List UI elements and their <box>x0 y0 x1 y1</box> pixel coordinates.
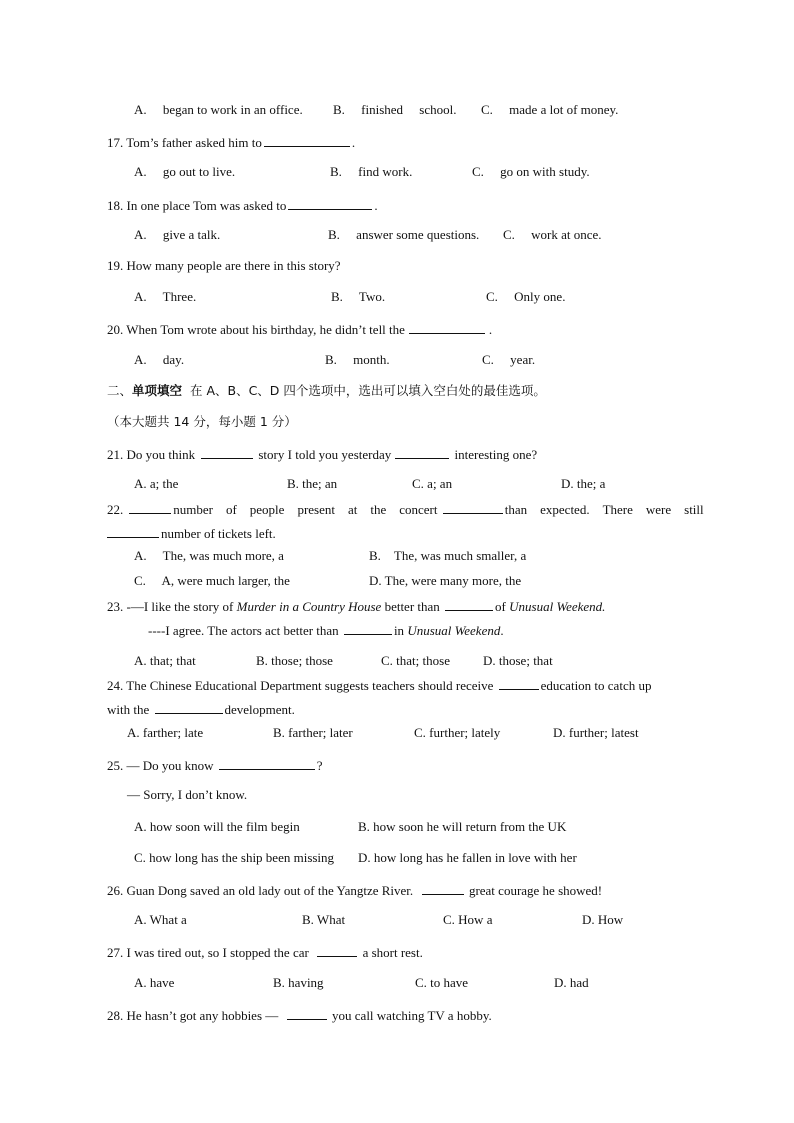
question-23-part: 23. -—I like the story of <box>107 599 234 614</box>
question-23-part: . <box>500 623 504 638</box>
answer-blank <box>443 500 503 514</box>
question-27 <box>107 943 423 961</box>
q17-option-c: C. go on with study. <box>472 164 590 179</box>
answer-blank <box>445 597 493 611</box>
question-23-reply <box>148 621 504 639</box>
question-22-part: number of tickets left. <box>161 526 276 541</box>
answer-blank <box>344 621 392 635</box>
q24-option-c: C. further; lately <box>414 725 501 740</box>
q18-option-a: A. give a talk. <box>134 227 221 242</box>
story-title: Unusual Weekend <box>407 623 501 638</box>
section-number: 二、 <box>107 383 133 398</box>
q27-option-a: A. have <box>134 975 175 990</box>
section-instructions: 在 A、B、C、D 四个选项中，选出可以填入空白处的最佳选项。 <box>189 383 546 398</box>
question-27-part: a short rest. <box>362 945 423 960</box>
q25-option-d: D. how long has he fallen in love with her <box>358 850 577 865</box>
q16-option-a: A. began to work in an office. <box>134 102 303 117</box>
question-18-end: . <box>374 198 378 213</box>
question-23-part: better than <box>384 599 440 614</box>
question-26-part: great courage he showed! <box>468 883 603 898</box>
q18-option-c: C. work at once. <box>503 227 602 242</box>
answer-blank <box>264 133 350 147</box>
question-20-stem: 20. When Tom wrote about his birthday, he didn’t tell the <box>107 322 405 337</box>
q24-option-a: A. farther; late <box>127 725 204 740</box>
question-23-part: ----I agree. The actors act better than <box>148 623 339 638</box>
question-17-stem: 17. Tom’s father asked him to <box>107 135 262 150</box>
answer-blank <box>499 676 539 690</box>
q22-option-d: D. The, were many more, the <box>369 573 522 588</box>
q17-option-a: A. go out to live. <box>134 164 236 179</box>
q26-option-b: B. What <box>302 912 346 927</box>
question-20 <box>107 320 492 338</box>
answer-blank <box>317 943 357 957</box>
q18-option-b: B. answer some questions. <box>328 227 480 242</box>
q20-option-a: A. day. <box>134 352 185 367</box>
question-26-part: 26. Guan Dong saved an old lady out of the Yangtze River. <box>107 883 414 898</box>
question-23-part: of <box>495 599 506 614</box>
question-22-part: 22. <box>107 502 124 517</box>
question-17 <box>107 133 355 151</box>
q16-option-c: C. made a lot of money. <box>481 102 619 117</box>
q22-option-c: C. A, were much larger, the <box>134 573 290 588</box>
question-22-part: than expected. There were still <box>504 502 704 517</box>
q23-option-d: D. those; that <box>483 653 553 668</box>
q23-option-b: B. those; those <box>256 653 333 668</box>
q20-option-c: C. year. <box>482 352 536 367</box>
question-24 <box>107 676 651 694</box>
question-28-part: you call watching TV a hobby. <box>332 1008 492 1023</box>
question-17-end: . <box>351 135 356 150</box>
q22-option-b: B. The, was much smaller, a <box>369 548 527 563</box>
q21-option-a: A. a; the <box>134 476 179 491</box>
q21-option-b: B. the; an <box>287 476 338 491</box>
question-22-part: number of people present at the concert <box>173 502 438 517</box>
question-22-continued <box>107 524 276 542</box>
answer-blank <box>395 445 449 459</box>
question-24-continued <box>107 700 295 718</box>
q17-option-b: B. find work. <box>330 164 413 179</box>
answer-blank <box>219 756 315 770</box>
q26-option-c: C. How a <box>443 912 493 927</box>
question-27-part: 27. I was tired out, so I stopped the car <box>107 945 309 960</box>
q21-option-c: C. a; an <box>412 476 453 491</box>
answer-blank <box>288 196 372 210</box>
question-28 <box>107 1006 492 1024</box>
answer-blank <box>422 881 464 895</box>
q25-option-b: B. how soon he will return from the UK <box>358 819 567 834</box>
q22-option-a: A. The, was much more, a <box>134 548 284 563</box>
question-23-part: in <box>393 623 405 638</box>
q27-option-d: D. had <box>554 975 589 990</box>
q27-option-c: C. to have <box>415 975 469 990</box>
question-25 <box>107 756 323 774</box>
q20-option-b: B. month. <box>325 352 390 367</box>
question-24-part: development. <box>224 702 295 717</box>
question-21 <box>107 445 537 463</box>
q19-option-b: B. Two. <box>331 289 386 304</box>
story-title: Unusual Weekend. <box>509 599 606 614</box>
question-26 <box>107 881 602 899</box>
question-24-part: with the <box>107 702 150 717</box>
q27-option-b: B. having <box>273 975 324 990</box>
q23-option-a: A. that; that <box>134 653 196 668</box>
question-19-stem: 19. How many people are there in this story? <box>107 258 341 273</box>
question-28-part: 28. He hasn’t got any hobbies — <box>107 1008 279 1023</box>
section-score-note: （本大题共 14 分，每小题 1 分） <box>107 414 297 429</box>
section-heading <box>107 383 546 399</box>
question-25-reply: — Sorry, I don’t know. <box>127 787 248 802</box>
answer-blank <box>287 1006 327 1020</box>
q19-option-c: C. Only one. <box>486 289 566 304</box>
question-21-part: 21. Do you think <box>107 447 196 462</box>
q24-option-b: B. farther; later <box>273 725 353 740</box>
answer-blank <box>155 700 223 714</box>
q24-option-d: D. further; latest <box>553 725 639 740</box>
question-25-part: ? <box>316 758 323 773</box>
question-23 <box>107 597 605 615</box>
question-18-stem: 18. In one place Tom was asked to <box>107 198 287 213</box>
q26-option-a: A. What a <box>134 912 187 927</box>
question-22 <box>107 500 704 518</box>
question-20-end: . <box>488 322 493 337</box>
question-19 <box>107 258 341 274</box>
answer-blank <box>409 320 485 334</box>
question-24-part: education to catch up <box>540 678 652 693</box>
q26-option-d: D. How <box>582 912 624 927</box>
question-25-part: 25. — Do you know <box>107 758 214 773</box>
q23-option-c: C. that; those <box>381 653 450 668</box>
question-24-part: 24. The Chinese Educational Department suggests teachers should receive <box>107 678 494 693</box>
q16-option-b: B. finished school. <box>333 102 457 117</box>
q21-option-d: D. the; a <box>561 476 606 491</box>
q25-option-c: C. how long has the ship been missing <box>134 850 335 865</box>
q19-option-a: A. Three. <box>134 289 197 304</box>
story-title: Murder in a Country House <box>236 599 382 614</box>
question-21-part: interesting one? <box>454 447 538 462</box>
section-title: 单项填空 <box>132 383 183 398</box>
answer-blank <box>201 445 253 459</box>
q25-option-a: A. how soon will the film begin <box>134 819 300 834</box>
question-21-part: story I told you yesterday <box>258 447 392 462</box>
answer-blank <box>107 524 159 538</box>
answer-blank <box>129 500 171 514</box>
question-18 <box>107 196 378 214</box>
